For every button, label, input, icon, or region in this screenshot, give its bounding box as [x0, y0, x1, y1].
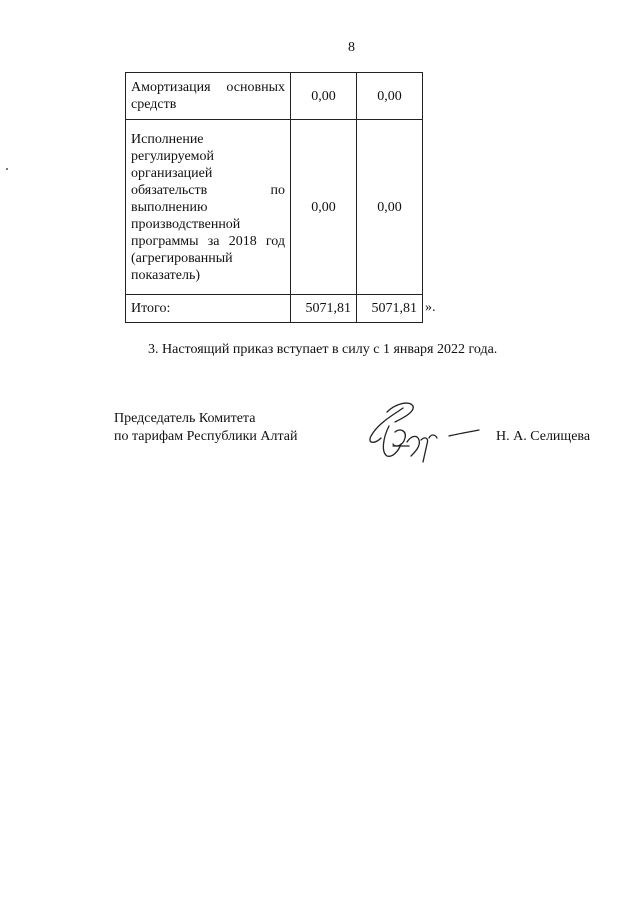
row-name-line: Амортизация основных [131, 80, 285, 95]
row-name-line: выполнению [131, 199, 208, 215]
signer-title [114, 410, 297, 446]
row-name-line: средств [131, 97, 177, 112]
handwritten-signature [365, 396, 485, 466]
value-cell-2: 5071,81 [357, 295, 423, 323]
closing-quote: ». [425, 300, 436, 315]
row-name-line: организацией [131, 165, 213, 181]
row-name-line: регулируемой [131, 148, 215, 164]
row-name-line: Итого: [131, 301, 171, 316]
row-name-cell [126, 295, 291, 323]
signer-name: Н. А. Селищева [496, 429, 591, 444]
tariff-table [125, 72, 423, 323]
row-name-line: (агрегированный [131, 250, 233, 266]
row-name-cell [126, 73, 291, 120]
table-row-total [126, 295, 423, 323]
page-number: 8 [348, 40, 355, 55]
row-name-line: производственной [131, 216, 241, 232]
row-name-line: обязательств по [131, 182, 285, 198]
value-cell-2: 0,00 [357, 120, 423, 295]
table-row [126, 120, 423, 295]
row-name-line: программы за 2018 год [131, 233, 285, 249]
scan-margin-mark [6, 168, 8, 170]
table-row [126, 73, 423, 120]
signer-title-line: Председатель Комитета [114, 411, 256, 426]
value-cell-1: 5071,81 [291, 295, 357, 323]
value-cell-2: 0,00 [357, 73, 423, 120]
row-name-line: Исполнение [131, 131, 204, 147]
order-paragraph: 3. Настоящий приказ вступает в силу с 1 января 2022 года. [148, 342, 498, 357]
row-name-cell [126, 120, 291, 295]
signer-title-line: по тарифам Республики Алтай [114, 429, 298, 444]
row-name-line: показатель) [131, 267, 201, 283]
value-cell-1: 0,00 [291, 73, 357, 120]
value-cell-1: 0,00 [291, 120, 357, 295]
